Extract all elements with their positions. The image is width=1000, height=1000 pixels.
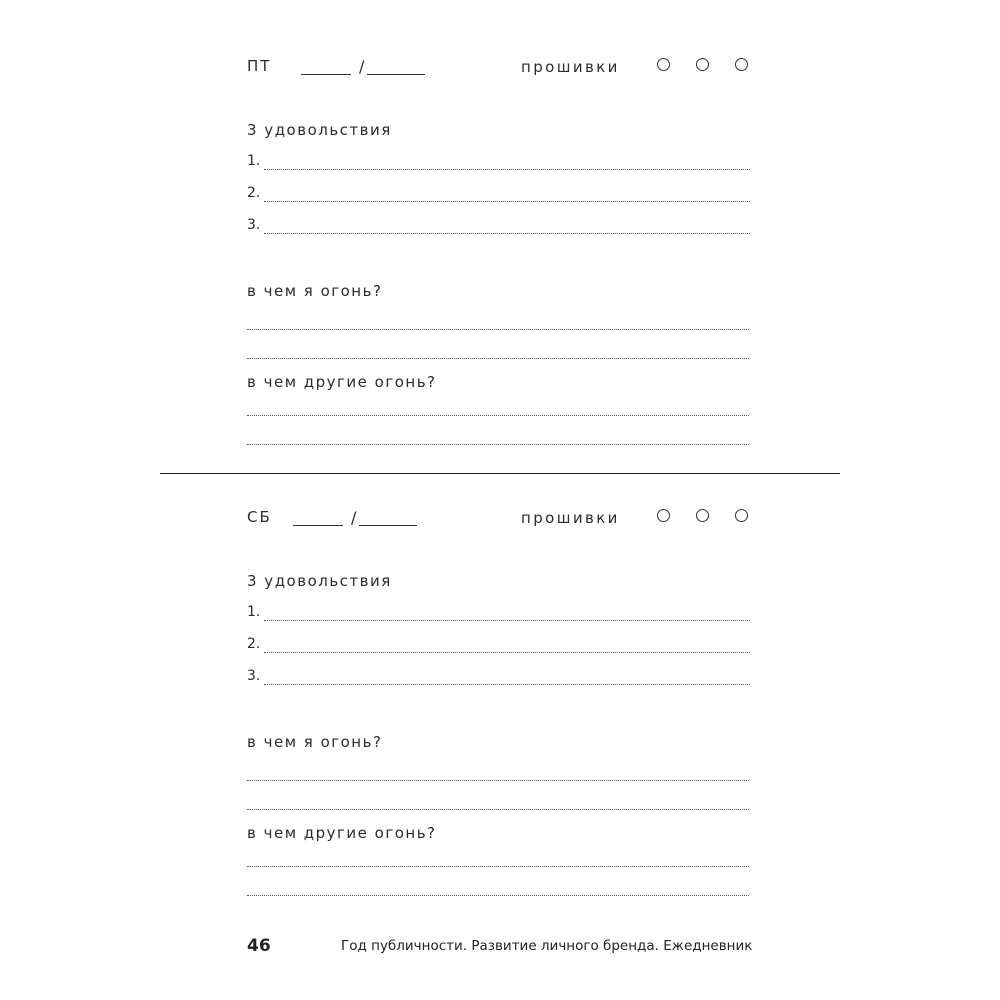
fire-me-line-2[interactable] — [247, 358, 749, 359]
pleasure-number-3: 3. — [247, 668, 261, 684]
date-month-blank[interactable] — [367, 74, 425, 75]
fire-others-line-1[interactable] — [247, 866, 749, 867]
pleasure-number-3: 3. — [247, 217, 261, 233]
proshivki-checkbox-1[interactable] — [657, 58, 670, 71]
day-label: СБ — [247, 508, 272, 526]
proshivki-checkbox-2[interactable] — [696, 58, 709, 71]
pleasures-heading: 3 удовольствия — [247, 572, 392, 590]
date-month-blank[interactable] — [359, 525, 417, 526]
pleasure-number-2: 2. — [247, 185, 261, 201]
day-section-friday — [0, 0, 1000, 470]
proshivki-label: прошивки — [521, 58, 620, 76]
fire-me-line-2[interactable] — [247, 809, 749, 810]
proshivki-checkbox-1[interactable] — [657, 509, 670, 522]
proshivki-checkbox-3[interactable] — [735, 509, 748, 522]
book-title: Год публичности. Развитие личного бренда. Ежедневник — [341, 938, 753, 954]
fire-others-line-1[interactable] — [247, 415, 749, 416]
pleasure-line-2[interactable] — [264, 201, 750, 202]
pleasure-line-2[interactable] — [264, 652, 750, 653]
fire-others-heading: в чем другие огонь? — [247, 373, 437, 391]
pleasure-line-1[interactable] — [264, 620, 750, 621]
page-number: 46 — [247, 936, 271, 956]
proshivki-label: прошивки — [521, 509, 620, 527]
proshivki-checkbox-3[interactable] — [735, 58, 748, 71]
proshivki-checkbox-2[interactable] — [696, 509, 709, 522]
date-separator: / — [351, 508, 357, 527]
fire-me-line-1[interactable] — [247, 329, 749, 330]
fire-me-line-1[interactable] — [247, 780, 749, 781]
pleasure-line-1[interactable] — [264, 169, 750, 170]
pleasure-number-2: 2. — [247, 636, 261, 652]
pleasure-number-1: 1. — [247, 153, 261, 169]
fire-me-heading: в чем я огонь? — [247, 733, 383, 751]
pleasures-heading: 3 удовольствия — [247, 121, 392, 139]
date-day-blank[interactable] — [293, 525, 343, 526]
fire-others-line-2[interactable] — [247, 895, 749, 896]
date-separator: / — [359, 57, 365, 76]
pleasure-number-1: 1. — [247, 604, 261, 620]
pleasure-line-3[interactable] — [264, 684, 750, 685]
date-day-blank[interactable] — [301, 74, 351, 75]
fire-others-line-2[interactable] — [247, 444, 749, 445]
day-label: ПТ — [247, 57, 272, 75]
fire-me-heading: в чем я огонь? — [247, 282, 383, 300]
pleasure-line-3[interactable] — [264, 233, 750, 234]
fire-others-heading: в чем другие огонь? — [247, 824, 437, 842]
day-section-saturday — [0, 451, 1000, 921]
